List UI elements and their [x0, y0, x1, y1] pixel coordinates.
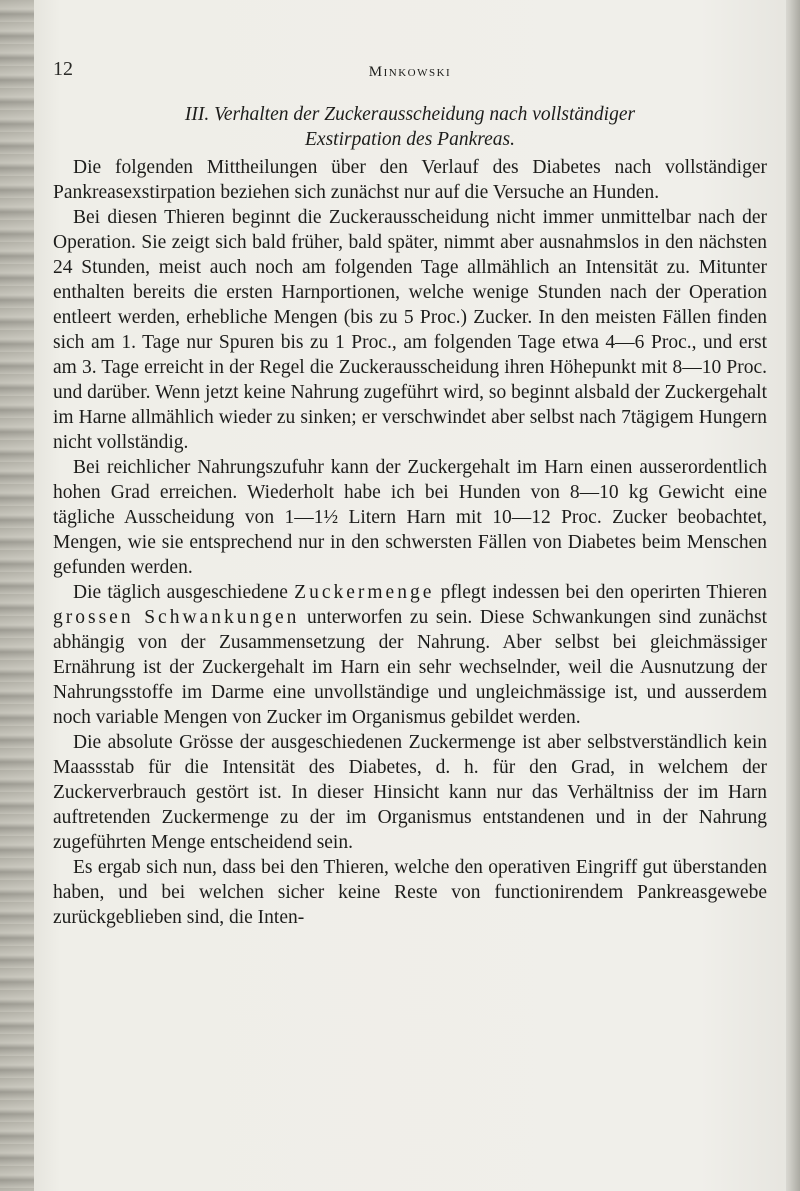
paragraph-4-text-c: unterworfen zu sein. Diese Schwankungen sind zunächst abhängig von der Zusammensetzung der Nahrung. Aber selbst bei gleichmässiger Ernährung ist der Zuckergehalt im Harn ein sehr wechselnder, weil die Ausnutzung der Nahrungsstoffe im Darme eine unvollständige und ungleichmässige ist, und ausserdem noch variable Mengen von Zucker im Organismus gebildet werden.	[53, 607, 767, 728]
paragraph-5: Die absolute Grösse der ausgeschiedenen Zuckermenge ist aber selbstverständlich kein Maassstab für die Intensität des Diabetes, d. h. für den Grad, in welchem der Zuckerverbrauch gestört ist. In dieser Hinsicht kann nur das Verhältniss der im Harn auftretenden Zuckermenge zu der im Organismus entstandenen und in der Nahrung zugeführten Menge entscheidend sein.	[53, 732, 767, 853]
binding-gutter	[0, 0, 34, 1191]
page-header	[53, 58, 767, 88]
paragraph-4-text-a: Die täglich ausgeschiedene	[73, 582, 295, 603]
paragraph-2: Bei diesen Thieren beginnt die Zuckerausscheidung nicht immer unmittelbar nach der Operation. Sie zeigt sich bald früher, bald später, nimmt aber ausnahmslos in den nächsten 24 Stunden, meist auch noch am folgenden Tage allmählich an Intensität zu. Mitunter enthalten bereits die ersten Harnportionen, welche wenige Stunden nach der Operation entleert werden, erhebliche Mengen (bis zu 5 Proc.) Zucker. In den meisten Fällen finden sich am 1. Tage nur Spuren bis zu 1 Proc., am folgenden Tage etwa 4—6 Proc., und erst am 3. Tage erreicht in der Regel die Zuckerausscheidung ihren Höhepunkt mit 8—10 Proc. und darüber. Wenn jetzt keine Nahrung zugeführt wird, so beginnt alsbald der Zuckergehalt im Harne allmählich wieder zu sinken; er verschwindet aber selbst nach 7tägigem Hungern nicht vollständig.	[53, 207, 767, 453]
paragraph-4	[53, 580, 767, 730]
paragraph-1: Die folgenden Mittheilungen über den Verlauf des Diabetes nach vollständiger Pankreasexstirpation beziehen sich zunächst nur auf die Versuche an Hunden.	[53, 157, 767, 203]
paragraph-3: Bei reichlicher Nahrungszufuhr kann der Zuckergehalt im Harn einen ausserordentlich hohen Grad erreichen. Wiederholt habe ich bei Hunden von 8—10 kg Gewicht eine tägliche Ausscheidung von 1—1½ Litern Harn mit 10—12 Proc. Zucker beobachtet, Mengen, wie sie entsprechend nur in den schwersten Fällen von Diabetes beim Menschen gefunden werden.	[53, 457, 767, 578]
paragraph-4-text-b: pflegt indessen bei den operirten Thieren	[434, 582, 767, 603]
page-edge	[786, 0, 800, 1191]
text-block	[53, 58, 767, 930]
emphasis-zuckermenge: Zuckermenge	[294, 582, 435, 603]
running-head: Minkowski	[368, 64, 452, 80]
section-title-line-2: Exstirpation des Pankreas.	[305, 129, 515, 150]
section-title-line-1: III. Verhalten der Zuckerausscheidung nach vollständiger	[184, 104, 636, 125]
page-number: 12	[53, 58, 73, 80]
paragraph-6: Es ergab sich nun, dass bei den Thieren, welche den operativen Eingriff gut überstanden haben, und bei welchen sicher keine Reste von functionirendem Pankreasgewebe zurückgeblieben sind, die Inten-	[53, 857, 767, 928]
section-title	[53, 102, 767, 152]
emphasis-schwankungen: grossen Schwankungen	[53, 607, 300, 628]
